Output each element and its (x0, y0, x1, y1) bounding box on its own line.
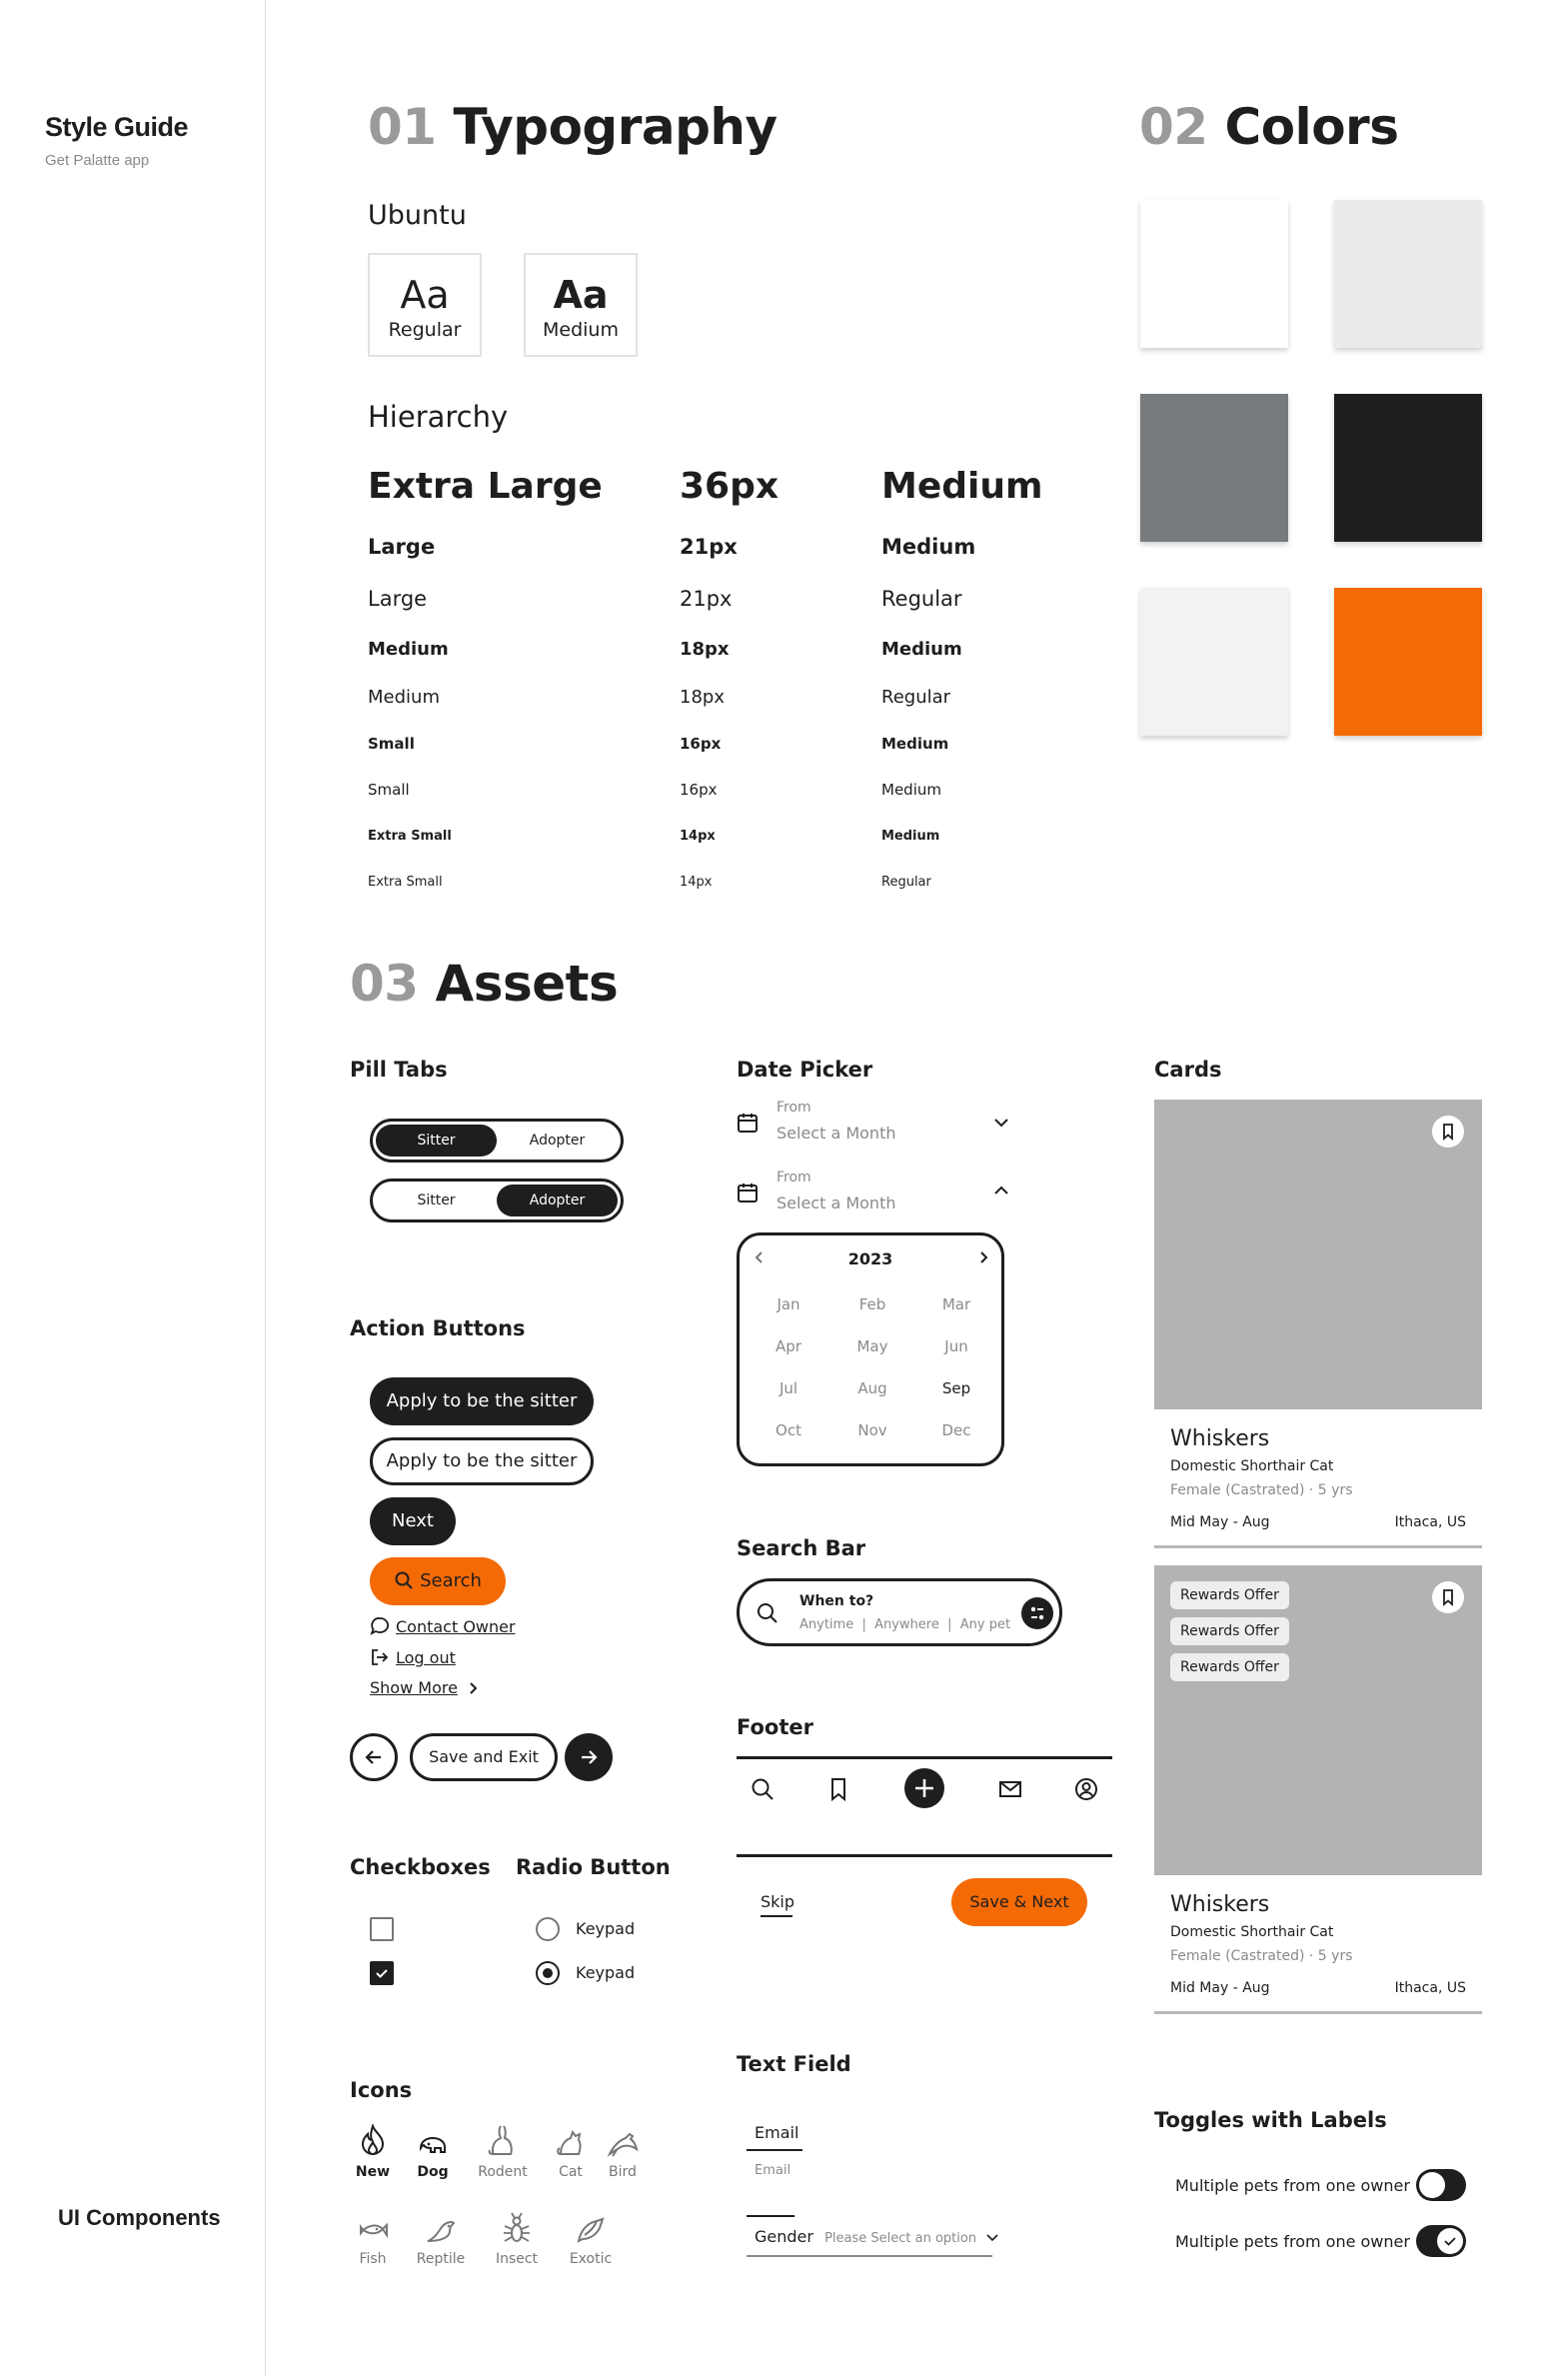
icon-label: New (355, 2164, 391, 2180)
month-cell[interactable]: Dec (941, 1421, 971, 1439)
date-from-label: From (777, 1100, 811, 1116)
search-icon[interactable] (749, 1775, 777, 1803)
bird-icon (607, 2128, 639, 2158)
rodent-icon (487, 2124, 519, 2158)
footer-divider (737, 1854, 1112, 1857)
hierarchy-size: 21px (680, 535, 738, 559)
month-cell[interactable]: Oct (776, 1421, 801, 1439)
pet-name: Whiskers (1170, 1892, 1270, 1917)
hierarchy-size: 16px (680, 735, 722, 753)
profile-icon[interactable] (1072, 1775, 1100, 1803)
hierarchy-size: 18px (680, 639, 730, 660)
search-button-label: Search (420, 1570, 482, 1591)
hierarchy-weight: Medium (881, 639, 962, 660)
pet-details: Female (Castrated) · 5 yrs (1170, 1948, 1353, 1964)
icon-label: Rodent (478, 2164, 528, 2180)
tab-adopter[interactable]: Adopter (529, 1133, 586, 1149)
pet-card-with-rewards[interactable] (1154, 1565, 1482, 1996)
section-title: Assets (435, 955, 619, 1013)
email-label-underline (747, 2149, 802, 2151)
radio-label: Keypad (576, 1963, 636, 1982)
color-swatch-off-white (1140, 588, 1288, 736)
assets-heading (350, 955, 618, 1013)
pill-tabs-adopter-selected (370, 1179, 624, 1222)
pet-dates: Mid May - Aug (1170, 1980, 1270, 1996)
checkboxes-heading: Checkboxes (350, 1855, 491, 1879)
card-bottom-border (1154, 1545, 1482, 1548)
toggle-knob (1437, 2228, 1463, 2254)
date-value: Select a Month (777, 1124, 896, 1143)
radio-button-heading: Radio Button (516, 1855, 671, 1879)
apply-sitter-button[interactable]: Apply to be the sitter (370, 1377, 594, 1425)
pet-filter-exotic[interactable] (556, 2209, 626, 2267)
style-guide-subtitle: Get Palatte app (45, 152, 150, 169)
log-out-link[interactable] (370, 1647, 456, 1669)
mail-icon[interactable] (996, 1775, 1024, 1803)
date-field-collapsed[interactable] (737, 1100, 1016, 1150)
radio-label: Keypad (576, 1919, 636, 1938)
hierarchy-weight: Medium (881, 535, 976, 559)
color-swatch-light-gray (1334, 200, 1482, 348)
hierarchy-size: 21px (680, 587, 733, 611)
font-weight-label: Medium (543, 319, 619, 341)
style-guide-title: Style Guide (45, 112, 189, 142)
checkmark-icon (1437, 2228, 1463, 2254)
hierarchy-size: 14px (680, 875, 713, 890)
log-out-label: Log out (396, 1648, 456, 1667)
ui-components-label: UI Components (58, 2205, 221, 2230)
toggle-knob (1419, 2172, 1445, 2198)
pet-filter-rodent[interactable] (468, 2122, 538, 2180)
pet-location: Ithaca, US (1394, 1980, 1466, 1996)
skip-underline (761, 1915, 792, 1917)
reptile-icon (425, 2215, 457, 2245)
hierarchy-heading: Hierarchy (368, 400, 509, 434)
font-name: Ubuntu (368, 200, 467, 231)
toggle-on[interactable] (1416, 2225, 1466, 2257)
hierarchy-weight: Medium (881, 781, 941, 799)
add-button[interactable] (904, 1768, 944, 1808)
hierarchy-size: 14px (680, 829, 716, 844)
pet-dates: Mid May - Aug (1170, 1514, 1270, 1530)
checkbox-checked[interactable] (370, 1961, 394, 1985)
forward-button[interactable] (565, 1733, 613, 1781)
rewards-badge: Rewards Offer (1170, 1653, 1289, 1681)
search-icon (756, 1601, 780, 1625)
month-cell[interactable]: Jan (777, 1295, 800, 1313)
arrow-right-icon (565, 1733, 613, 1781)
exotic-icon (575, 2215, 607, 2245)
search-bar-heading: Search Bar (737, 1536, 866, 1560)
hierarchy-size: 36px (680, 466, 780, 507)
month-cell[interactable]: Jul (779, 1379, 798, 1397)
gender-label-overline (747, 2215, 794, 2217)
color-swatch-orange (1334, 588, 1482, 736)
month-cell[interactable]: Nov (857, 1421, 887, 1439)
pet-filter-dog[interactable] (398, 2122, 468, 2180)
arrow-left-icon (353, 1736, 395, 1778)
skip-button[interactable]: Skip (761, 1892, 795, 1911)
month-cell[interactable]: Feb (858, 1295, 886, 1313)
search-subtext: Anytime | Anywhere | Any pet (799, 1617, 1011, 1632)
chevron-right-icon (467, 1681, 481, 1695)
pill-tabs-heading: Pill Tabs (350, 1058, 448, 1082)
log-out-icon (370, 1647, 390, 1667)
hierarchy-name: Large (368, 587, 428, 611)
text-field-heading: Text Field (737, 2052, 851, 2076)
cards-heading: Cards (1154, 1058, 1222, 1082)
date-from-label: From (777, 1170, 811, 1186)
toggle-label: Multiple pets from one owner (1175, 2232, 1410, 2251)
font-weight-label: Regular (388, 319, 462, 341)
pet-filter-reptile[interactable] (406, 2209, 476, 2267)
gender-placeholder: Please Select an option (824, 2231, 977, 2246)
date-picker-heading: Date Picker (737, 1058, 873, 1082)
font-sample: Aa (400, 273, 450, 317)
gender-select[interactable] (755, 2227, 999, 2246)
search-icon (394, 1570, 414, 1590)
dog-icon (417, 2130, 449, 2158)
section-number: 02 (1139, 98, 1208, 156)
email-field[interactable]: Email (755, 2163, 791, 2178)
back-button[interactable] (350, 1733, 398, 1781)
pet-filter-bird[interactable] (588, 2122, 658, 2180)
pet-location: Ithaca, US (1394, 1514, 1466, 1530)
hierarchy-weight: Regular (881, 687, 951, 708)
hierarchy-name: Small (368, 781, 410, 799)
month-cell[interactable]: Apr (776, 1337, 801, 1355)
icon-label: Bird (609, 2164, 637, 2180)
hierarchy-name: Medium (368, 639, 449, 660)
month-calendar (737, 1232, 1004, 1466)
insect-icon (501, 2211, 533, 2245)
calendar-icon (737, 1112, 759, 1134)
font-card-medium (524, 253, 638, 357)
font-card-regular (368, 253, 482, 357)
plus-icon (904, 1768, 944, 1808)
date-value: Select a Month (777, 1193, 896, 1212)
calendar-icon (737, 1182, 759, 1203)
rewards-badge: Rewards Offer (1170, 1581, 1289, 1609)
icon-label: Reptile (416, 2251, 466, 2267)
toggle-label: Multiple pets from one owner (1175, 2176, 1410, 2195)
cat-icon (555, 2126, 587, 2158)
hierarchy-name: Small (368, 735, 415, 753)
icon-label: Exotic (569, 2251, 613, 2267)
checkmark-icon (372, 1963, 392, 1983)
section-number: 03 (350, 955, 419, 1013)
hierarchy-size: 16px (680, 781, 718, 799)
card-bottom-border (1154, 2011, 1482, 2014)
icon-label: Insect (495, 2251, 539, 2267)
font-sample: Aa (553, 273, 609, 317)
chevron-right-icon[interactable] (975, 1249, 991, 1265)
hierarchy-weight: Medium (881, 829, 940, 844)
color-swatch-gray (1140, 394, 1288, 542)
filter-icon (1021, 1597, 1053, 1629)
contact-owner-link[interactable] (370, 1616, 516, 1638)
icon-label: Dog (417, 2164, 449, 2180)
rewards-badge: Rewards Offer (1170, 1617, 1289, 1645)
pet-filter-fish[interactable] (338, 2209, 408, 2267)
fish-icon (357, 2215, 389, 2245)
filter-button[interactable] (1021, 1597, 1053, 1629)
hierarchy-size: 18px (680, 687, 725, 708)
bookmark-icon[interactable] (824, 1775, 852, 1803)
chevron-down-icon (985, 2230, 999, 2244)
contact-owner-label: Contact Owner (396, 1617, 516, 1636)
bookmark-button[interactable] (1432, 1581, 1464, 1613)
section-number: 01 (368, 98, 437, 156)
section-title: Colors (1224, 98, 1399, 156)
save-next-button[interactable]: Save & Next (951, 1878, 1087, 1926)
radio-checked[interactable] (536, 1961, 560, 1985)
pet-card[interactable] (1154, 1100, 1482, 1530)
hierarchy-name: Extra Small (368, 875, 443, 890)
hierarchy-weight: Regular (881, 875, 931, 890)
pet-filter-insect[interactable] (482, 2209, 552, 2267)
checkbox-unchecked[interactable] (370, 1917, 394, 1941)
sidebar-divider (265, 0, 266, 2376)
footer-top-border (737, 1756, 1112, 1759)
pet-name: Whiskers (1170, 1426, 1270, 1451)
hierarchy-weight: Medium (881, 466, 1043, 507)
month-cell[interactable]: Aug (857, 1379, 887, 1397)
search-heading: When to? (799, 1593, 874, 1609)
month-cell[interactable]: Mar (941, 1295, 971, 1313)
search-button[interactable] (370, 1557, 506, 1605)
pet-breed: Domestic Shorthair Cat (1170, 1924, 1334, 1940)
bookmark-button[interactable] (1432, 1116, 1464, 1148)
chevron-down-icon (992, 1114, 1010, 1132)
calendar-year: 2023 (847, 1249, 893, 1268)
next-button[interactable]: Next (370, 1497, 456, 1545)
hierarchy-name: Extra Small (368, 829, 452, 844)
flame-icon (357, 2124, 389, 2158)
save-and-exit-button[interactable]: Save and Exit (410, 1733, 558, 1781)
color-swatch-black (1334, 394, 1482, 542)
bookmark-icon (1432, 1581, 1464, 1613)
color-swatch-white (1140, 200, 1288, 348)
email-label: Email (755, 2123, 799, 2142)
footer-heading: Footer (737, 1715, 813, 1739)
date-field-expanded[interactable] (737, 1170, 1016, 1219)
icons-heading: Icons (350, 2078, 413, 2102)
show-more-label: Show More (370, 1678, 458, 1697)
tab-adopter[interactable]: Adopter (497, 1185, 618, 1216)
icon-label: Fish (359, 2251, 387, 2267)
pet-breed: Domestic Shorthair Cat (1170, 1458, 1334, 1474)
chevron-up-icon (992, 1182, 1010, 1199)
chat-bubble-icon (370, 1616, 390, 1636)
tab-sitter[interactable]: Sitter (376, 1125, 497, 1157)
hierarchy-weight: Medium (881, 735, 949, 753)
toggle-off[interactable] (1416, 2169, 1466, 2201)
apply-sitter-outline-button[interactable]: Apply to be the sitter (370, 1437, 594, 1485)
bookmark-icon (1432, 1116, 1464, 1148)
section-title: Typography (453, 98, 778, 156)
show-more-link[interactable] (370, 1678, 481, 1700)
action-buttons-heading: Action Buttons (350, 1316, 526, 1340)
pill-tabs-sitter-selected (370, 1119, 624, 1163)
month-cell[interactable]: Jun (944, 1337, 968, 1355)
gender-label: Gender (755, 2227, 813, 2246)
search-bar[interactable] (737, 1578, 1062, 1646)
hierarchy-weight: Regular (881, 587, 962, 611)
toggles-heading: Toggles with Labels (1154, 2108, 1387, 2132)
gender-underline (747, 2255, 992, 2257)
radio-unchecked[interactable] (536, 1917, 560, 1941)
typography-heading (368, 98, 778, 156)
hierarchy-name: Large (368, 535, 436, 559)
hierarchy-name: Medium (368, 687, 440, 708)
icon-label: Cat (559, 2164, 583, 2180)
month-cell-selected[interactable]: Sep (941, 1379, 971, 1397)
colors-heading (1139, 98, 1398, 156)
hierarchy-name: Extra Large (368, 466, 603, 507)
pet-details: Female (Castrated) · 5 yrs (1170, 1482, 1353, 1498)
tab-sitter[interactable]: Sitter (417, 1192, 456, 1208)
month-cell[interactable]: May (856, 1337, 888, 1355)
